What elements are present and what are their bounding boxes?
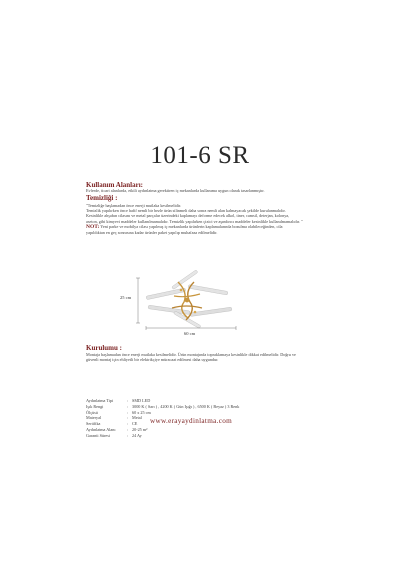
usage-text	[86, 188, 336, 193]
spec-value: 24 Ay	[132, 432, 142, 438]
cleaning-line: Temizlik yapılırken önce hafif nemli bir bezle ürün silinmeli daha sonra nemli alan kalmayacak şekilde kurulanmalıdır.	[86, 208, 286, 214]
spec-value: 60 x 25 cm	[132, 409, 151, 415]
chandelier-image	[146, 270, 232, 329]
note-label: NOT:	[86, 223, 100, 230]
website-url: www.erayaydinlatma.com	[150, 417, 232, 425]
spec-value: 3000 K ( Sarı ) , 4200 K ( Gün Işığı ) , 6500 K ( Beyaz ) 3 Renk	[132, 403, 240, 409]
cleaning-line: "Temizliğe başlamadan önce enerji mutlaka kesilmelidir.	[86, 203, 182, 208]
usage-text-line: Evlerde, ticari alanlarda, etkili aydınlatma gerektiren iç mekanlarda kullanıma uygun olarak tasarlanmıştır.	[86, 188, 265, 193]
spec-value: 20-25 m²	[132, 426, 148, 432]
spec-value: Metal	[132, 415, 142, 421]
spec-key: Sertifika	[86, 421, 101, 427]
spec-colon: :	[127, 415, 129, 421]
spec-key: Ölçüsü	[86, 409, 98, 415]
installation-text	[86, 352, 336, 362]
spec-key: Işık Rengi	[86, 403, 104, 409]
usage-heading: Kullanım Alanları:	[86, 181, 143, 189]
width-dimension-line	[146, 326, 236, 330]
spec-key: Aydınlatma Tipi	[86, 398, 114, 403]
cleaning-heading: Temizliği :	[86, 194, 118, 202]
spec-colon: :	[127, 421, 129, 427]
spec-colon: :	[127, 398, 129, 403]
spec-colon: :	[127, 403, 129, 409]
spec-colon: :	[127, 432, 129, 438]
cleaning-text	[86, 203, 336, 235]
height-dimension-line	[136, 278, 140, 323]
spec-key: Materyal	[86, 415, 102, 421]
spec-key: Aydınlatma Alanı	[86, 426, 116, 432]
spec-value: CE	[132, 421, 138, 427]
spec-colon: :	[127, 409, 129, 415]
spec-key: Garanti Süresi	[86, 432, 111, 438]
spec-row	[86, 433, 239, 439]
cleaning-line: Kesinlikle ahşabın cilasını ve metal parçalar üzerindeki kaplamayı deforme edecek alkol, tiner, camsil, deterjan, kolonya,	[86, 213, 290, 219]
width-dimension-label: 60 cm	[184, 331, 196, 336]
cleaning-line: aseton, gibi kimyevi maddeler kullanılmamalıdır. Temizlik yapılırken çizici ve aşındırıcı maddeler kesinlikle kullanılmamalıdır. "	[86, 218, 303, 224]
product-title: 101-6 SR	[150, 142, 250, 169]
cleaning-note-line2: yapıldıktan en geç sonrasına kadar ürünler paket yapılıp muhafaza edilmelidir.	[86, 230, 218, 236]
installation-line: güvenli montaj için ehliyetli bir elektrikçiye müracaat edilmesi daha uygundur.	[86, 357, 219, 363]
product-dimension-figure	[118, 268, 268, 340]
installation-line: Montaja başlamadan önce enerji mutlaka kesilmelidir. Ürün montajında topraklamaya kesinlikle dikkat edilmelidir. Doğru ve	[86, 352, 296, 357]
note-text: Yeni parke ve mobilya cilası yapılmış iç mekanlarda ürünlerin kaplamalarında bozulma olabileceğinden, cila	[100, 223, 283, 229]
spec-value: SMD LED	[132, 398, 151, 403]
spec-colon: :	[127, 426, 129, 432]
height-dimension-label: 25 cm	[120, 295, 132, 300]
installation-heading: Kurulumu :	[86, 344, 122, 352]
